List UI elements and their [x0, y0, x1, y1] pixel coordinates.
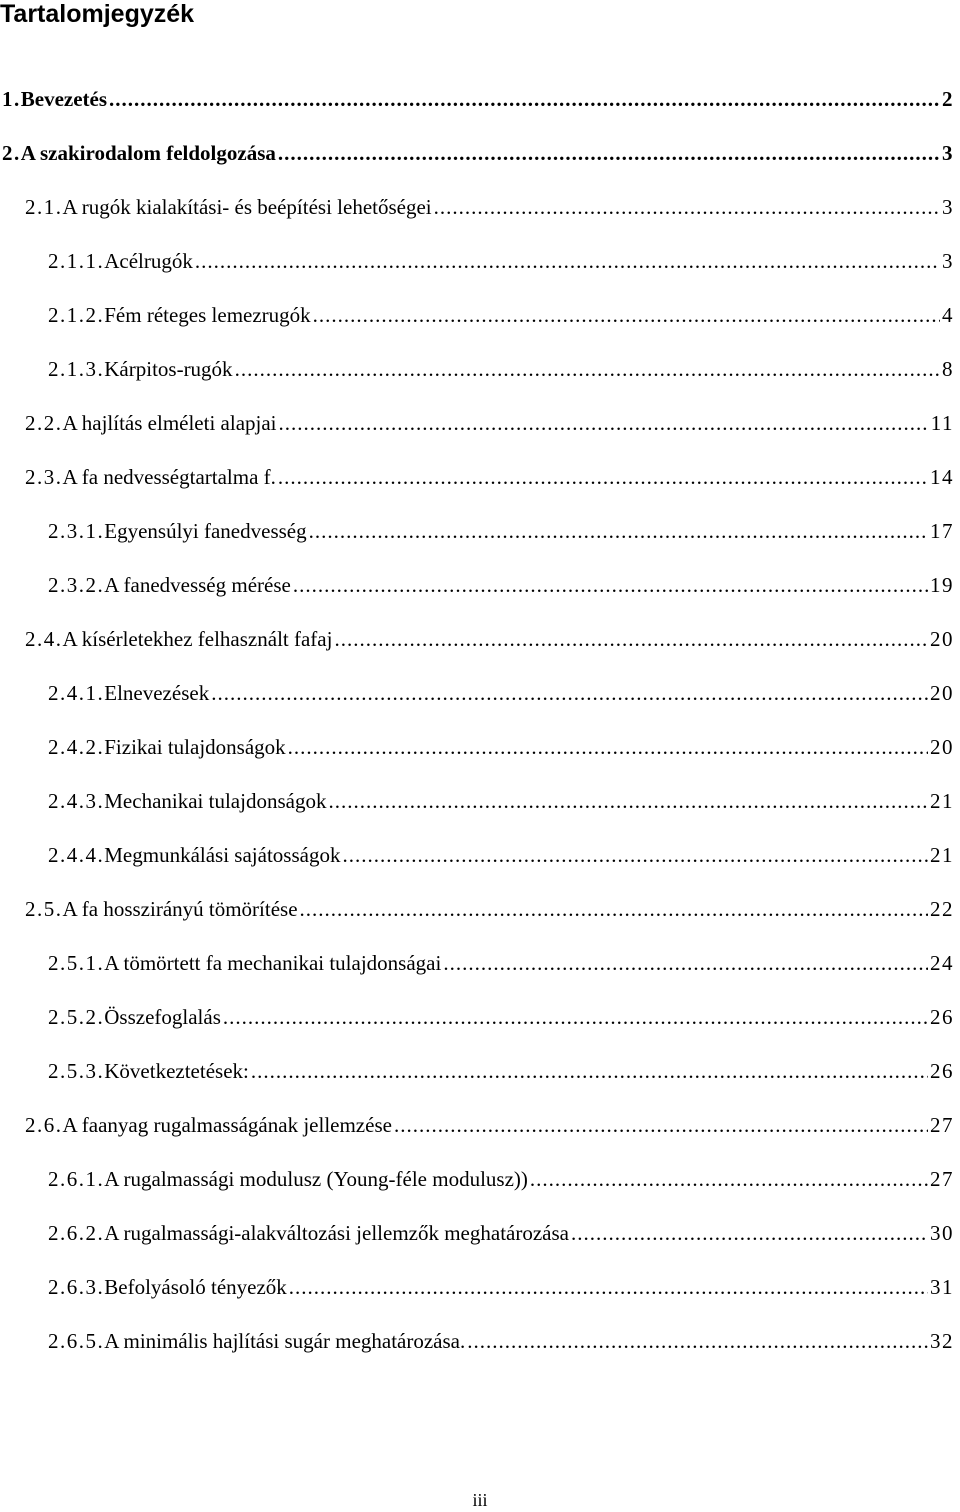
toc-entry[interactable] — [25, 450, 954, 504]
dot-leader — [109, 72, 940, 126]
dot-leader — [309, 504, 928, 558]
toc-entry-page: 27 — [930, 1113, 954, 1137]
toc-entry[interactable] — [48, 1206, 954, 1260]
toc-entry-number: 2.5.3. — [48, 1059, 105, 1083]
toc-entry[interactable] — [2, 72, 954, 126]
toc-entry-number: 1. — [2, 87, 21, 111]
toc-entry[interactable] — [48, 720, 954, 774]
toc-entry-page: 31 — [930, 1275, 954, 1299]
toc-entry-number: 2.3. — [25, 465, 63, 489]
toc-entry-page: 20 — [930, 681, 954, 705]
toc-entry-number: 2.4.1. — [48, 681, 105, 705]
toc-entry-number: 2.5.2. — [48, 1005, 105, 1029]
dot-leader — [342, 828, 928, 882]
toc-entry-number: 2.4.3. — [48, 789, 105, 813]
toc-entry-title: A tömörtett fa mechanikai tulajdonságai — [104, 951, 442, 975]
toc-entry-number: 2.4.2. — [48, 735, 105, 759]
toc-entry-number: 2.6.2. — [48, 1221, 105, 1245]
toc-entry-number: 2.1.2. — [48, 303, 105, 327]
toc-entry-page: 17 — [930, 519, 954, 543]
toc-entry-number: 2.6.1. — [48, 1167, 105, 1191]
dot-leader — [467, 1314, 928, 1368]
toc-entry-page: 2 — [942, 87, 954, 111]
toc-entry-number: 2.6.3. — [48, 1275, 105, 1299]
dot-leader — [443, 936, 928, 990]
toc-entry-number: 2. — [2, 141, 21, 165]
toc-entry[interactable] — [48, 558, 954, 612]
toc-entry[interactable] — [48, 666, 954, 720]
toc-entry-page: 20 — [930, 627, 954, 651]
dot-leader — [313, 288, 940, 342]
toc-entry-number: 2.4. — [25, 627, 63, 651]
dot-leader — [288, 720, 928, 774]
toc-entry[interactable] — [48, 1314, 954, 1368]
toc-entry-number: 2.1.1. — [48, 249, 105, 273]
toc-entry[interactable] — [25, 396, 954, 450]
toc-entry-title: A fanedvesség mérése — [104, 573, 291, 597]
toc-entry-page: 3 — [942, 141, 954, 165]
toc-entry-title: A minimális hajlítási sugár meghatározása. — [104, 1329, 466, 1353]
dot-leader — [278, 126, 940, 180]
toc-entry-page: 30 — [930, 1221, 954, 1245]
page-number: iii — [472, 1490, 488, 1510]
toc-entry-title: Fém réteges lemezrugók — [104, 303, 311, 327]
toc-entry-title: A szakirodalom feldolgozása — [20, 141, 276, 165]
toc-entry-title: A hajlítás elméleti alapjai — [62, 411, 277, 435]
dot-leader — [530, 1152, 928, 1206]
toc-entry-title: A fa nedvességtartalma f. — [62, 465, 276, 489]
toc-entry[interactable] — [48, 1044, 954, 1098]
dot-leader — [278, 450, 928, 504]
dot-leader — [195, 234, 940, 288]
dot-leader — [251, 1044, 928, 1098]
toc-entry-page: 22 — [930, 897, 954, 921]
toc-entry-page: 21 — [930, 843, 954, 867]
toc-entry[interactable] — [48, 828, 954, 882]
toc-entry-page: 19 — [930, 573, 954, 597]
dot-leader — [434, 180, 940, 234]
dot-leader — [394, 1098, 928, 1152]
dot-leader — [279, 396, 929, 450]
toc-entry-page: 11 — [930, 411, 954, 435]
toc-entry[interactable] — [2, 126, 954, 180]
dot-leader — [328, 774, 928, 828]
toc-entry-title: A fa hosszirányú tömörítése — [62, 897, 298, 921]
toc-entry-number: 2.2. — [25, 411, 63, 435]
toc-entry-page: 3 — [942, 249, 954, 273]
toc-entry-number: 2.6.5. — [48, 1329, 105, 1353]
toc-entry-title: A kísérletekhez felhasznált fafaj — [62, 627, 333, 651]
toc-entry-title: A rugalmassági-alakváltozási jellemzők meghatározása — [104, 1221, 569, 1245]
toc-entry[interactable] — [48, 288, 954, 342]
toc-entry[interactable] — [48, 1152, 954, 1206]
toc-entry-page: 27 — [930, 1167, 954, 1191]
toc-entry-number: 2.6. — [25, 1113, 63, 1137]
dot-leader — [211, 666, 928, 720]
toc-entry[interactable] — [48, 990, 954, 1044]
toc-entry-title: Fizikai tulajdonságok — [104, 735, 286, 759]
toc-entry[interactable] — [25, 882, 954, 936]
toc-entry-page: 24 — [930, 951, 954, 975]
toc-entry-page: 32 — [930, 1329, 954, 1353]
toc-entry[interactable] — [48, 774, 954, 828]
dot-leader — [293, 558, 928, 612]
toc-entry[interactable] — [48, 1260, 954, 1314]
toc-entry[interactable] — [48, 342, 954, 396]
dot-leader — [223, 990, 928, 1044]
toc-entry-title: A faanyag rugalmasságának jellemzése — [62, 1113, 392, 1137]
toc-entry-number: 2.1.3. — [48, 357, 105, 381]
toc-entry-title: Megmunkálási sajátosságok — [104, 843, 341, 867]
dot-leader — [334, 612, 928, 666]
toc-entry-page: 26 — [930, 1059, 954, 1083]
toc-entry-page: 3 — [942, 195, 954, 219]
toc-entry-page: 8 — [942, 357, 954, 381]
toc-entry-title: Bevezetés — [20, 87, 108, 111]
dot-leader — [300, 882, 928, 936]
toc-entry-title: Mechanikai tulajdonságok — [104, 789, 327, 813]
toc-entry-title: Acélrugók — [104, 249, 193, 273]
toc-entry[interactable] — [25, 1098, 954, 1152]
toc-entry-number: 2.4.4. — [48, 843, 105, 867]
toc-entry-title: A rugók kialakítási- és beépítési lehetőségei — [62, 195, 432, 219]
dot-leader — [289, 1260, 928, 1314]
toc-entry-title: Elnevezések — [104, 681, 210, 705]
page-title: Tartalomjegyzék — [0, 0, 195, 28]
toc-entry-page: 4 — [942, 303, 954, 327]
toc-entry-title: Befolyásoló tényezők — [104, 1275, 287, 1299]
toc-entry-number: 2.5.1. — [48, 951, 105, 975]
toc-entry-title: Egyensúlyi fanedvesség — [104, 519, 307, 543]
dot-leader — [571, 1206, 928, 1260]
toc-entry[interactable] — [25, 180, 954, 234]
toc-entry[interactable] — [48, 936, 954, 990]
toc-entry[interactable] — [25, 612, 954, 666]
toc-entry-number: 2.5. — [25, 897, 63, 921]
toc-entry-page: 21 — [930, 789, 954, 813]
toc-entry-title: Kárpitos-rugók — [104, 357, 233, 381]
toc-entry-page: 14 — [930, 465, 954, 489]
toc-entry-title: Következtetések: — [104, 1059, 249, 1083]
toc-entry[interactable] — [48, 504, 954, 558]
toc-entry-page: 26 — [930, 1005, 954, 1029]
toc-entry-number: 2.3.1. — [48, 519, 105, 543]
toc-entry-page: 20 — [930, 735, 954, 759]
toc-entry-title: Összefoglalás — [104, 1005, 221, 1029]
toc-entry[interactable] — [48, 234, 954, 288]
toc-entry-number: 2.1. — [25, 195, 63, 219]
toc-entry-title: A rugalmassági modulusz (Young-féle modulusz)) — [104, 1167, 528, 1191]
dot-leader — [235, 342, 940, 396]
toc-entry-number: 2.3.2. — [48, 573, 105, 597]
